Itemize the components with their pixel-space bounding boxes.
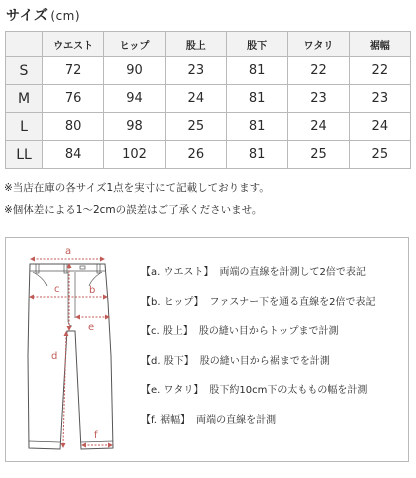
measure-a bbox=[30, 257, 105, 262]
legend-text: 股の縫い目からトップまで計測 bbox=[198, 326, 339, 337]
button bbox=[80, 266, 85, 269]
measure-e bbox=[75, 315, 110, 320]
hem-line bbox=[81, 441, 113, 442]
note-line: ※個体差による1〜2cmの誤差はご了承くださいませ。 bbox=[4, 204, 263, 216]
table-cell: 23 bbox=[349, 85, 410, 113]
table-cell: 84 bbox=[43, 141, 104, 169]
size-table bbox=[5, 31, 411, 169]
legend-text: 股下約10cm下の太ももの幅を計測 bbox=[209, 385, 368, 396]
notes bbox=[4, 177, 270, 221]
note-line: ※当店在庫の各サイズ1点を実寸にて記載しております。 bbox=[4, 182, 270, 194]
table-cell: 25 bbox=[288, 141, 349, 169]
label-e: e bbox=[88, 322, 95, 333]
table-header-row bbox=[6, 32, 411, 57]
header-hem: 裾幅 bbox=[349, 32, 410, 57]
header-inseam: 股下 bbox=[226, 32, 287, 57]
table-cell: 81 bbox=[226, 113, 287, 141]
legend-code: 【a. ウエスト】 bbox=[141, 267, 214, 278]
table-cell: 24 bbox=[349, 113, 410, 141]
legend-item-hem bbox=[141, 406, 375, 436]
legend-code: 【d. 股下】 bbox=[141, 355, 194, 367]
table-row bbox=[6, 85, 411, 113]
size-label: M bbox=[6, 85, 43, 113]
measurement-legend bbox=[141, 258, 375, 435]
legend-item-hip bbox=[141, 288, 375, 318]
belt-loop bbox=[97, 264, 100, 273]
legend-item-thigh bbox=[141, 376, 375, 406]
label-c: c bbox=[54, 284, 60, 295]
legend-text: 両端の直線を計測 bbox=[196, 414, 277, 426]
measure-f bbox=[81, 443, 113, 448]
measurement-guide bbox=[5, 237, 409, 462]
header-waist: ウエスト bbox=[43, 32, 104, 57]
belt-loop bbox=[64, 264, 67, 273]
legend-text: 両端の直線を計測して2倍で表記 bbox=[219, 267, 366, 278]
table-cell: 26 bbox=[165, 141, 226, 169]
table-cell: 72 bbox=[43, 57, 104, 85]
size-label: S bbox=[6, 57, 43, 85]
header-cell-corner bbox=[6, 32, 43, 57]
belt-loop bbox=[36, 264, 39, 273]
table-cell: 90 bbox=[104, 57, 165, 85]
header-rise: 股上 bbox=[165, 32, 226, 57]
label-d: d bbox=[51, 351, 58, 362]
legend-text: ファスナー下を通る直線を2倍で表記 bbox=[209, 296, 376, 308]
legend-text: 股の縫い目から裾までを計測 bbox=[199, 355, 330, 367]
label-b: b bbox=[89, 285, 96, 296]
table-cell: 81 bbox=[226, 57, 287, 85]
pants-diagram bbox=[6, 238, 138, 461]
legend-item-inseam bbox=[141, 347, 375, 377]
title-unit: (cm) bbox=[50, 9, 81, 23]
table-row bbox=[6, 113, 411, 141]
size-label: L bbox=[6, 113, 43, 141]
pants-outline bbox=[28, 264, 113, 449]
legend-item-waist bbox=[141, 258, 375, 288]
table-cell: 25 bbox=[165, 113, 226, 141]
table-cell: 22 bbox=[288, 57, 349, 85]
table-cell: 80 bbox=[43, 113, 104, 141]
table-cell: 23 bbox=[165, 57, 226, 85]
table-cell: 25 bbox=[349, 141, 410, 169]
table-cell: 24 bbox=[288, 113, 349, 141]
header-thigh: ワタリ bbox=[288, 32, 349, 57]
table-cell: 23 bbox=[288, 85, 349, 113]
hem-line bbox=[29, 441, 60, 442]
label-f: f bbox=[94, 430, 98, 441]
title-text: サイズ bbox=[6, 8, 49, 24]
table-cell: 24 bbox=[165, 85, 226, 113]
legend-item-rise bbox=[141, 317, 375, 347]
table-row bbox=[6, 57, 411, 85]
table-cell: 98 bbox=[104, 113, 165, 141]
table-cell: 102 bbox=[104, 141, 165, 169]
label-a: a bbox=[65, 246, 72, 257]
measure-d bbox=[61, 331, 69, 448]
table-cell: 22 bbox=[349, 57, 410, 85]
table-cell: 81 bbox=[226, 85, 287, 113]
legend-code: 【f. 裾幅】 bbox=[141, 414, 191, 426]
table-row bbox=[6, 141, 411, 169]
page-title bbox=[6, 5, 80, 25]
table-cell: 76 bbox=[43, 85, 104, 113]
size-label: LL bbox=[6, 141, 43, 169]
table-cell: 94 bbox=[104, 85, 165, 113]
header-hip: ヒップ bbox=[104, 32, 165, 57]
pocket-line bbox=[89, 272, 102, 286]
pocket-line bbox=[33, 272, 47, 286]
legend-code: 【c. 股上】 bbox=[141, 326, 193, 337]
legend-code: 【e. ワタリ】 bbox=[141, 385, 204, 396]
table-cell: 81 bbox=[226, 141, 287, 169]
legend-code: 【b. ヒップ】 bbox=[141, 296, 204, 308]
